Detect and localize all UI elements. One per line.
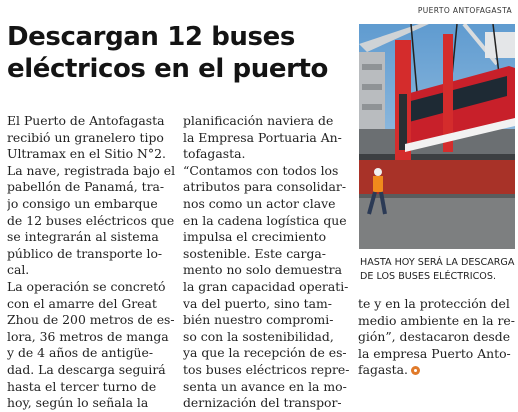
bus-unloading-illustration [359,24,515,249]
article-column-1 [7,113,175,412]
article-line: va del puerto, sino tam- [183,295,332,311]
article-line: La operación se concretó [7,278,166,294]
headline-line: Descargan 12 buses [7,22,295,52]
article-column-2 [183,113,349,412]
caption-line: HASTA HOY SERÁ LA DESCARGA [360,257,515,268]
article-line: bién nuestro compromi- [183,312,334,328]
article-line: Zhou de 200 metros de es- [7,312,175,328]
article-line: dad. La descarga seguirá [7,361,166,377]
article-line: atributos para consolidar- [183,179,347,195]
article-line: “Contamos con todos los [183,162,339,178]
article-line: La nave, registrada bajo el [7,162,175,178]
article-line: El Puerto de Antofagasta [7,113,165,128]
article-line: en la cadena logística que [183,212,347,228]
article-line: dernización del transpor- [183,395,342,411]
article-line: la gran capacidad operati- [183,278,349,294]
article-line: la empresa Puerto Anto- [358,345,511,361]
article-line: recibió un granelero tipo [7,129,164,145]
article-line: de 12 buses eléctricos que [7,212,175,228]
article-line: tofagasta. [183,146,246,162]
article-line: senta un avance en la mo- [183,378,347,394]
article-line: Ultramax en el Sitio N°2. [7,146,166,162]
article-line: planificación naviera de [183,113,334,128]
article-line: la Empresa Portuaria An- [183,129,342,145]
article-line: mento no solo demuestra [183,262,342,278]
article-line: hasta el tercer turno de [7,378,157,394]
article-line: jo consigo un embarque [7,195,158,211]
article-line: impulsa el crecimiento [183,229,327,245]
article-line: so con la sostenibilidad, [183,328,334,344]
article-line: ya que la recepción de es- [183,345,347,361]
article-line: medio ambiente en la re- [358,312,515,328]
article-line: pabellón de Panamá, tra- [7,179,165,195]
article-line: nos como un actor clave [183,195,336,211]
photo-caption [360,256,516,283]
headline-line: eléctricos en el puerto [7,54,329,84]
article-line: fagasta. [358,362,516,379]
end-of-article-icon [411,366,420,375]
article-line: sostenible. Este carga- [183,245,326,261]
article-line: lora, 36 metros de manga [7,328,169,344]
article-line: gión”, destacaron desde [358,329,511,345]
article-column-3 [358,296,516,379]
article-line: te y en la protección del [358,296,510,311]
section-kicker: PUERTO ANTOFAGASTA [417,6,512,15]
article-line: público de transporte lo- [7,245,163,261]
article-line: se integrarán al sistema [7,229,159,245]
news-photo [359,24,515,249]
article-line: tos buses eléctricos repre- [183,361,349,377]
article-line: hoy, según lo señala la [7,395,149,411]
headline [7,21,347,85]
article-line: y de 4 años de antigüe- [7,345,154,361]
caption-line: DE LOS BUSES ELÉCTRICOS. [360,270,496,282]
article-line: con el amarre del Great [7,295,157,311]
article-line: cal. [7,262,30,278]
